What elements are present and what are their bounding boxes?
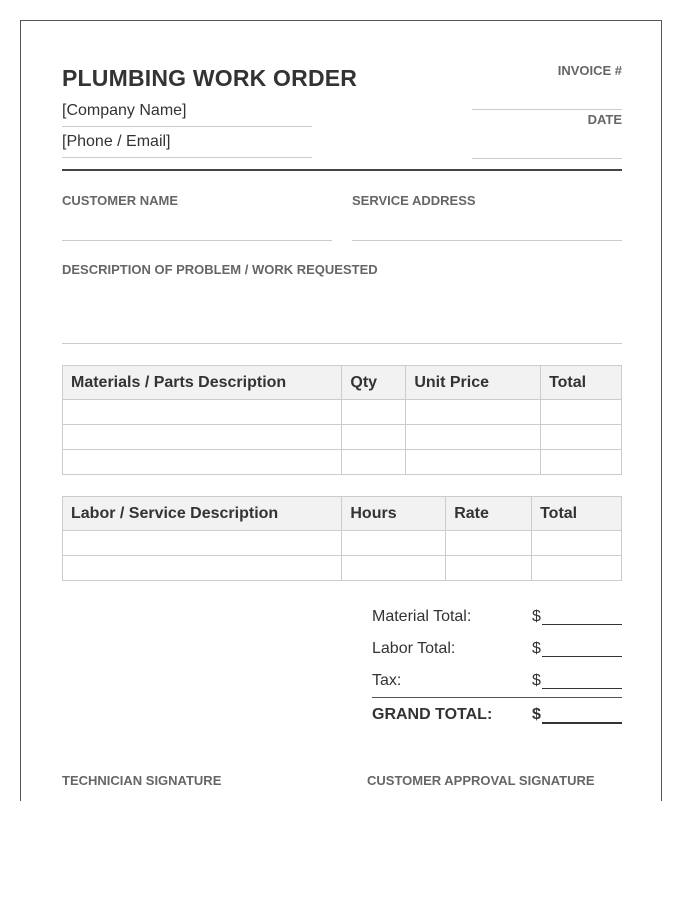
customer-name-label: CUSTOMER NAME (62, 193, 179, 208)
totals-divider (372, 697, 622, 698)
materials-total-header: Total (541, 366, 622, 400)
table-cell[interactable] (342, 556, 446, 581)
table-cell[interactable] (406, 450, 541, 475)
table-cell[interactable] (63, 531, 342, 556)
table-cell[interactable] (541, 425, 622, 450)
table-cell[interactable] (342, 450, 406, 475)
grand-total-line[interactable] (542, 722, 622, 724)
material-total-label: Material Total: (372, 608, 472, 625)
material-total-line[interactable] (542, 624, 622, 625)
materials-qty-header: Qty (342, 366, 406, 400)
table-cell[interactable] (532, 531, 622, 556)
table-cell[interactable] (532, 556, 622, 581)
company-name-line[interactable] (62, 126, 312, 127)
labor-total-label: Labor Total: (372, 640, 456, 657)
labor-total-header: Total (532, 497, 622, 531)
table-cell[interactable] (446, 556, 532, 581)
service-address-line[interactable] (352, 240, 622, 241)
table-cell[interactable] (342, 425, 406, 450)
labor-total-line[interactable] (542, 656, 622, 657)
grand-total-currency: $ (532, 706, 541, 723)
table-cell[interactable] (406, 425, 541, 450)
table-cell[interactable] (541, 450, 622, 475)
table-row (63, 556, 622, 581)
materials-header-row (63, 366, 622, 400)
table-cell[interactable] (63, 425, 342, 450)
table-cell[interactable] (342, 400, 406, 425)
customer-name-line[interactable] (62, 240, 332, 241)
table-cell[interactable] (63, 556, 342, 581)
materials-description-header: Materials / Parts Description (63, 366, 342, 400)
contact-placeholder: [Phone / Email] (62, 133, 171, 150)
work-order-page (20, 20, 662, 801)
table-cell[interactable] (342, 531, 446, 556)
header-divider (62, 169, 622, 171)
contact-line[interactable] (62, 157, 312, 158)
table-row (63, 425, 622, 450)
materials-unit-price-header: Unit Price (406, 366, 541, 400)
grand-total-label: GRAND TOTAL: (372, 706, 493, 723)
table-cell[interactable] (446, 531, 532, 556)
labor-table (62, 496, 622, 581)
company-name-placeholder: [Company Name] (62, 102, 187, 119)
date-label: DATE (587, 112, 622, 127)
table-cell[interactable] (541, 400, 622, 425)
service-address-label: SERVICE ADDRESS (352, 193, 476, 208)
page-title: PLUMBING WORK ORDER (62, 65, 358, 91)
labor-header-row (63, 497, 622, 531)
invoice-field-line[interactable] (472, 109, 622, 110)
table-cell[interactable] (406, 400, 541, 425)
table-cell[interactable] (63, 400, 342, 425)
table-row (63, 400, 622, 425)
table-row (63, 450, 622, 475)
problem-description-label: DESCRIPTION OF PROBLEM / WORK REQUESTED (62, 262, 378, 277)
technician-signature-label: TECHNICIAN SIGNATURE (62, 773, 222, 788)
invoice-label: INVOICE # (557, 63, 622, 78)
table-row (63, 531, 622, 556)
labor-rate-header: Rate (446, 497, 532, 531)
table-cell[interactable] (63, 450, 342, 475)
labor-hours-header: Hours (342, 497, 446, 531)
tax-label: Tax: (372, 672, 402, 689)
materials-table (62, 365, 622, 475)
material-total-currency: $ (532, 608, 541, 625)
problem-description-line[interactable] (62, 343, 622, 344)
date-field-line[interactable] (472, 158, 622, 159)
labor-total-currency: $ (532, 640, 541, 657)
tax-currency: $ (532, 672, 541, 689)
customer-signature-label: CUSTOMER APPROVAL SIGNATURE (367, 773, 595, 788)
labor-description-header: Labor / Service Description (63, 497, 342, 531)
tax-line[interactable] (542, 688, 622, 689)
